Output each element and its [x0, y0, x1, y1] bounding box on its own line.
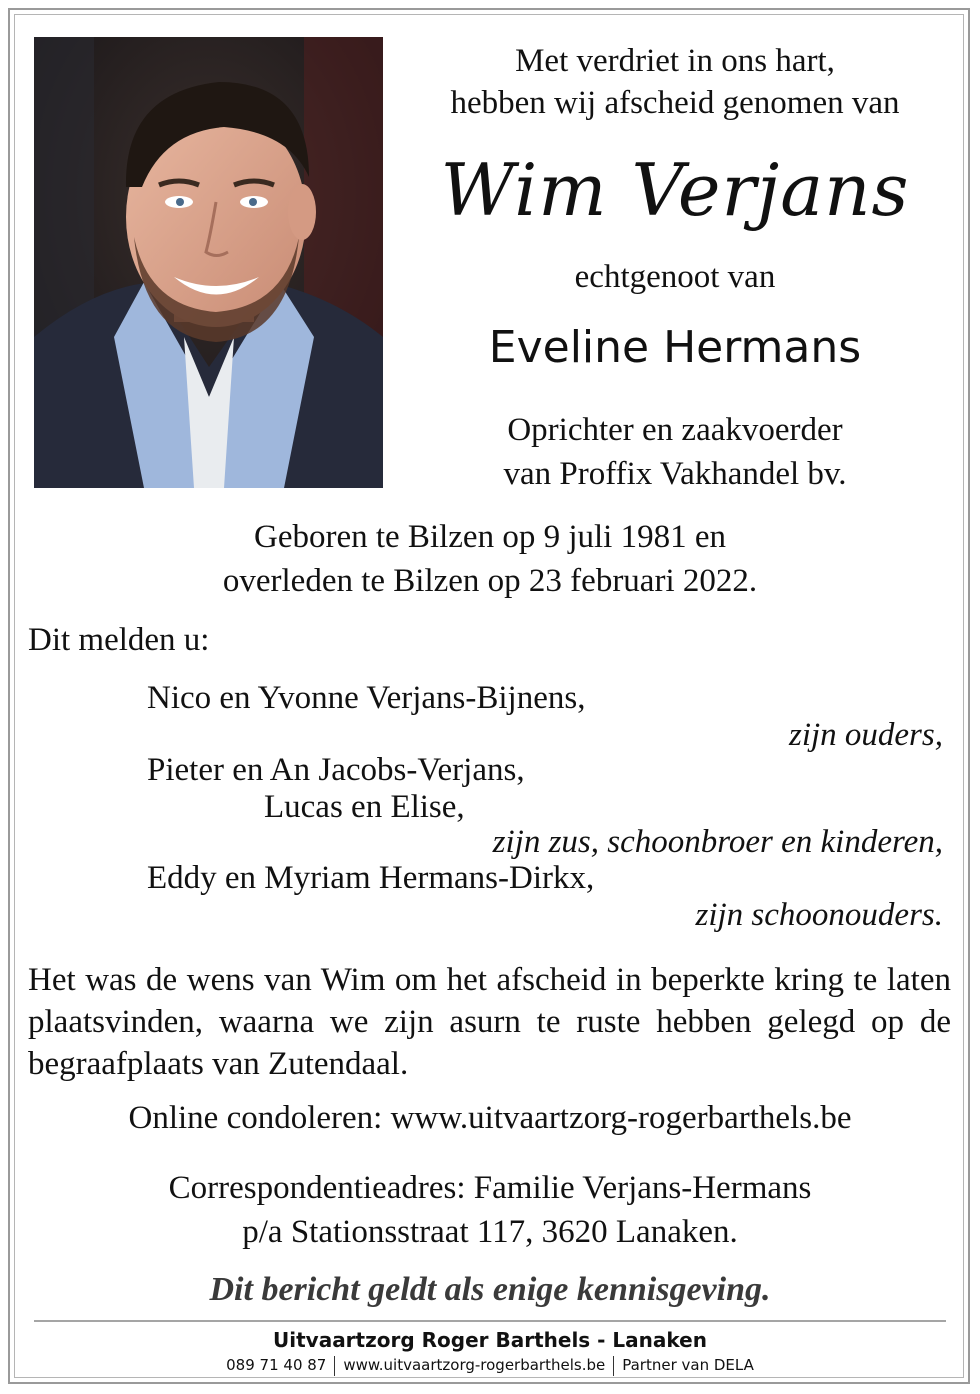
role-line-2: van Proffix Vakhandel bv.: [503, 456, 847, 492]
wish-paragraph: Het was de wens van Wim om het afscheid in beperkte kring te laten plaatsvinden, waarna we zijn asurn te ruste hebben gelegd op de begraafplaats van Zutendaal.: [28, 962, 951, 1082]
notice-text: Dit bericht geldt als enige kennisgeving.: [209, 1271, 771, 1308]
footer-website: www.uitvaartzorg-rogerbarthels.be: [343, 1356, 606, 1374]
family-relation-sister: zijn zus, schoonbroer en kinderen,: [492, 824, 943, 860]
footer-divider: [34, 1320, 946, 1322]
footer-phone: 089 71 40 87: [226, 1356, 327, 1374]
correspondence-address: [0, 1166, 980, 1254]
announce-label: Dit melden u:: [28, 622, 210, 658]
role-line-1: Oprichter en zaakvoerder: [507, 412, 843, 448]
died-line: overleden te Bilzen op 23 februari 2022.: [222, 563, 758, 599]
life-dates: [0, 515, 980, 603]
family-name-in-laws: Eddy en Myriam Hermans-Dirkx,: [147, 860, 595, 896]
family-relation-in-laws: zijn schoonouders.: [695, 897, 943, 933]
online-condolence: Online condoleren: www.uitvaartzorg-rogerbarthels.be: [128, 1100, 852, 1136]
family-name-sister: Pieter en An Jacobs-Verjans,: [147, 752, 525, 788]
deceased-name: Wim Verjans: [440, 148, 910, 232]
portrait-photo: [34, 37, 383, 488]
family-relation-parents: zijn ouders,: [788, 717, 943, 753]
intro-text: [395, 40, 955, 124]
intro-line-1: Met verdriet in ons hart,: [515, 43, 835, 79]
family-name-children: Lucas en Elise,: [264, 789, 465, 825]
intro-line-2: hebben wij afscheid genomen van: [450, 85, 900, 121]
footer-contact: [0, 1354, 980, 1376]
spouse-name: Eveline Hermans: [488, 322, 862, 373]
born-line: Geboren te Bilzen op 9 juli 1981 en: [254, 519, 726, 555]
footer-separator: [334, 1356, 335, 1376]
footer-partner: Partner van DELA: [622, 1356, 754, 1374]
footer-separator: [613, 1356, 614, 1376]
family-name-parents: Nico en Yvonne Verjans-Bijnens,: [147, 680, 586, 716]
spouse-label: echtgenoot van: [574, 259, 776, 295]
correspondence-line-2: p/a Stationsstraat 117, 3620 Lanaken.: [242, 1214, 738, 1250]
footer-title: Uitvaartzorg Roger Barthels - Lanaken: [273, 1328, 707, 1352]
correspondence-line-1: Correspondentieadres: Familie Verjans-Hermans: [168, 1170, 812, 1206]
role-text: [395, 408, 955, 496]
